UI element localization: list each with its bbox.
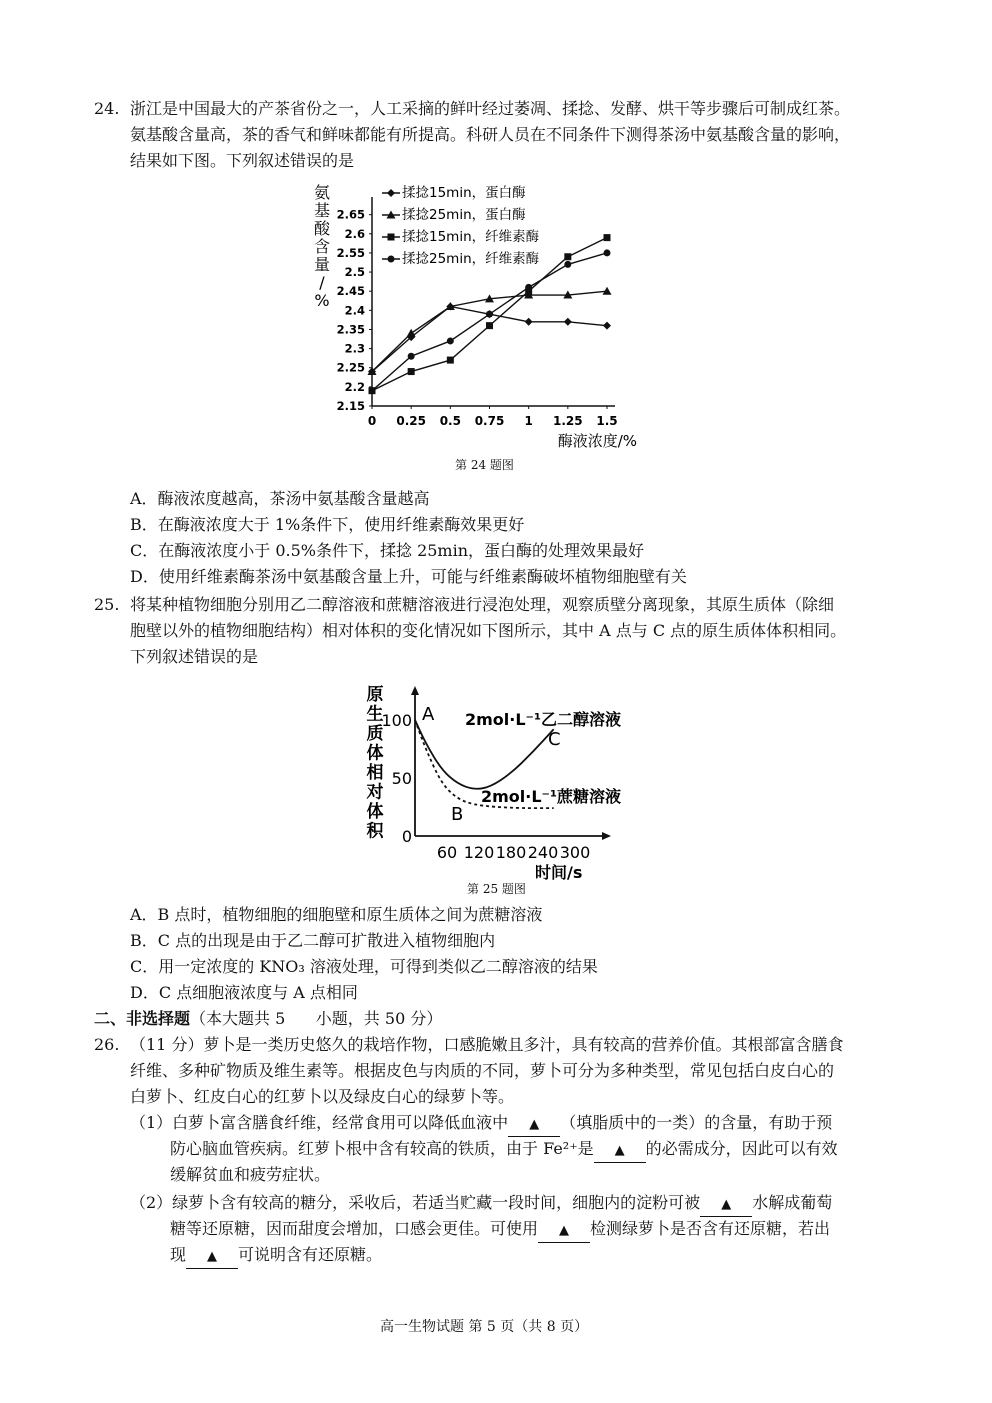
series-curve [415,720,554,789]
point-label-c: C [548,729,561,750]
q24-stem-line-3: 结果如下图。下列叙述错误的是 [130,151,355,170]
q26-part-2-line-1 [130,1192,832,1217]
q24-number: 24. [94,99,120,118]
page-footer: 高一生物试题 第 5 页（共 8 页） [380,1319,589,1335]
q24-stem-line-1: 浙江是中国最大的产茶省份之一，人工采摘的鲜叶经过萎凋、揉捻、发酵、烘干等步骤后可制成红茶。 [130,99,851,118]
data-point [525,284,532,291]
q24-option-b: B．在酶液浓度大于 1%条件下，使用纤维素酶效果更好 [130,515,525,534]
data-point [486,322,493,329]
legend-label: 揉捻15min，蛋白酶 [402,185,526,201]
q25-option-a: A．B 点时，植物细胞的细胞壁和原生质体之间为蔗糖溶液 [130,905,543,924]
section-2-heading [94,1008,442,1030]
y-tick-label: 2.55 [336,245,365,260]
q25-number: 25. [94,595,120,614]
x-axis-arrow [602,832,611,840]
data-point [407,329,416,337]
q24-option-a: A．酶液浓度越高，茶汤中氨基酸含量越高 [130,489,430,508]
x-tick-label: 120 [463,843,495,862]
y-tick-label: 2.25 [336,360,365,375]
section-2-note: （本大题共 5 小题，共 50 分） [190,1009,443,1028]
q25-option-b: B．C 点的出现是由于乙二醇可扩散进入植物细胞内 [130,931,496,950]
q26-p1-text-d: 的必需成分，因此可以有效 [645,1139,838,1158]
y-tick-label: 2.3 [344,341,365,356]
data-point [564,253,571,260]
q24-option-d: D．使用纤维素酶茶汤中氨基酸含量上升，可能与纤维素酶破坏植物细胞壁有关 [130,567,687,586]
x-tick-label: 1.5 [596,414,618,428]
y-tick-label: 2.65 [336,207,365,222]
x-tick-label: 300 [559,843,591,862]
data-point [564,318,572,326]
q25-option-c: C．用一定浓度的 KNO₃ 溶液处理，可得到类似乙二醇溶液的结果 [130,957,598,976]
x-tick-label: 240 [527,843,559,862]
legend-label: 揉捻25min，纤维素酶 [402,251,540,267]
data-point [369,387,376,394]
y-tick-label: 2.6 [344,226,365,241]
q26-stem-line-2: 纤维、多种矿物质及维生素等。根据皮色与肉质的不同，萝卜可分为多种类型，常见包括白皮白心的 [130,1061,835,1080]
answer-blank-2[interactable]: ▲ [594,1140,646,1163]
q24-option-c: C．在酶液浓度小于 0.5%条件下，揉捻 25min，蛋白酶的处理效果最好 [130,541,645,560]
x-tick-label: 180 [495,843,527,862]
data-point [447,337,454,344]
q26-p1-text-a: （1）白萝卜富含膳食纤维，经常食用可以降低血液中 [130,1113,509,1132]
q26-p1-text-c: 防心脑血管疾病。红萝卜根中含有较高的铁质，由于 Fe²⁺是 [170,1139,594,1158]
q26-p2-text-e: 现 [170,1245,187,1264]
q25-stem-line-3: 下列叙述错误的是 [130,647,259,666]
q26-part-1-line-2 [170,1138,838,1163]
legend-label: 揉捻15min，纤维素酶 [402,229,540,245]
x-axis-label: 酶液浓度/% [557,432,637,450]
x-tick-label: 0.75 [474,414,505,428]
data-point [408,368,415,375]
point-label-a: A [422,704,435,725]
y-tick-label: 2.35 [336,322,365,337]
q26-p2-text-b: 水解成葡萄 [752,1193,833,1212]
y-tick-label: 2.5 [344,265,365,280]
q25-stem-line-2: 胞壁以外的植物细胞结构）相对体积的变化情况如下图所示，其中 A 点与 C 点的原生质体体积相同。 [130,621,847,640]
q26-stem-line-1: （11 分）萝卜是一类历史悠久的栽培作物，口感脆嫩且多汁，具有较高的营养价值。其根部富含膳食 [130,1035,844,1054]
data-point [564,261,571,268]
y-tick-label: 2.2 [344,379,365,394]
q24-chart [300,180,660,455]
data-point [603,287,612,295]
section-2-title: 二、非选择题 [94,1009,191,1028]
data-point [447,357,454,364]
y-axis-label: 氨基酸含量/ % [313,183,331,310]
answer-blank-5[interactable]: ▲ [186,1246,238,1269]
series-label-ethylene-glycol: 2mol·L⁻¹乙二醇溶液 [465,710,622,729]
x-tick-label: 1 [524,414,533,428]
q26-part-2-line-2 [170,1218,830,1243]
q26-part-2-line-3 [170,1244,382,1269]
q26-p2-text-f: 可说明含有还原糖。 [238,1245,383,1264]
data-point [525,318,533,326]
y-tick-label: 0 [401,827,412,846]
y-axis-label: 原生质体相对体积 [366,685,384,842]
point-label-b: B [451,804,464,825]
legend-marker [388,256,395,263]
series-label-sucrose: 2mol·L⁻¹蔗糖溶液 [481,787,622,806]
y-tick-label: 50 [391,769,412,788]
legend-label: 揉捻25min，蛋白酶 [402,207,526,223]
x-axis-label: 时间/s [535,863,583,880]
q26-p2-text-c: 糖等还原糖，因而甜度会增加，口感会更佳。可使用 [170,1219,539,1238]
x-tick-label: 1.25 [553,414,583,428]
data-point [604,234,611,241]
q25-caption: 第 25 题图 [467,882,526,896]
answer-blank-3[interactable]: ▲ [700,1194,752,1217]
q26-stem-line-3: 白萝卜、红皮白心的红萝卜以及绿皮白心的绿萝卜等。 [130,1087,515,1106]
x-tick-label: 0 [367,414,377,428]
answer-blank-4[interactable]: ▲ [538,1220,590,1243]
data-point [603,322,611,330]
x-tick-label: 0.25 [396,414,426,428]
answer-blank-1[interactable]: ▲ [508,1114,560,1137]
q26-p2-text-a: （2）绿萝卜含有较高的糖分，采收后，若适当贮藏一段时间，细胞内的淀粉可被 [130,1193,701,1212]
q24-stem-line-2: 氨基酸含量高，茶的香气和鲜味都能有所提高。科研人员在不同条件下测得茶汤中氨基酸含量的影响， [130,125,851,144]
legend-marker [387,189,395,197]
q25-stem-line-1: 将某种植物细胞分别用乙二醇溶液和蔗糖溶液进行浸泡处理，观察质壁分离现象，其原生质体（除细 [130,595,835,614]
q26-part-1-line-3: 缓解贫血和疲劳症状。 [170,1165,331,1184]
q26-part-1-line-1 [130,1112,832,1137]
y-tick-label: 100 [381,711,412,730]
y-tick-label: 2.45 [336,284,365,299]
data-point [486,311,493,318]
legend-marker [388,234,395,241]
y-axis-arrow [411,686,419,695]
q25-option-d: D．C 点细胞液浓度与 A 点相同 [130,983,358,1002]
data-point [604,249,611,256]
x-tick-label: 0.5 [439,414,461,428]
q26-p2-text-d: 检测绿萝卜是否含有还原糖，若出 [590,1219,831,1238]
q24-caption: 第 24 题图 [455,458,514,472]
q26-number: 26. [94,1035,120,1054]
y-tick-label: 2.15 [336,399,365,413]
data-point [408,353,415,360]
q26-p1-text-b: （填脂质中的一类）的含量，有助于预 [560,1113,833,1132]
q25-chart [355,680,645,880]
x-tick-label: 60 [436,843,458,862]
y-tick-label: 2.4 [344,303,365,318]
